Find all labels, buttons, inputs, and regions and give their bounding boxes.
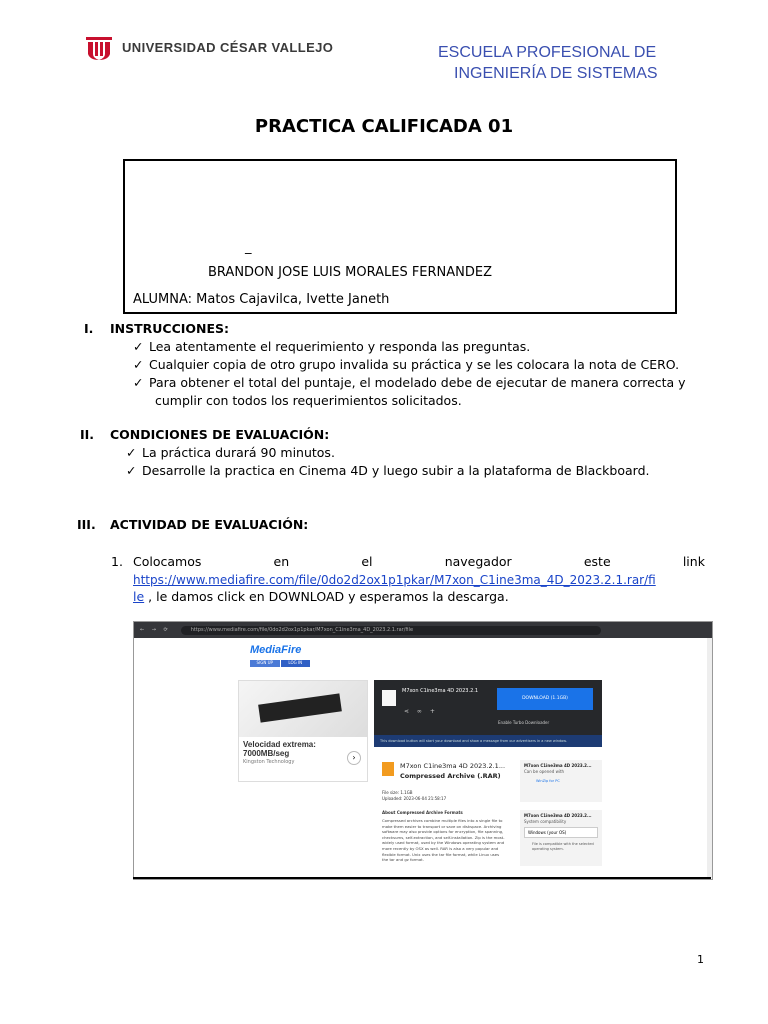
section-3-number: III. xyxy=(77,517,96,532)
page-title: PRACTICA CALIFICADA 01 xyxy=(254,116,514,137)
login-button[interactable]: LOG IN xyxy=(281,660,311,667)
step-1-number: 1. xyxy=(111,554,123,569)
archive-file-icon xyxy=(382,762,394,776)
side-card-open-with: M7xon C1ine3ma 4D 2023.2... Can be opened with WinZip for PC xyxy=(520,760,602,802)
file-size: File size: 1.1GB xyxy=(382,790,413,795)
list-item: ✓ Cualquier copia de otro grupo invalida su práctica y se les colocara la nota de CERO. xyxy=(133,357,680,372)
file-icon xyxy=(382,690,396,706)
ad-box[interactable] xyxy=(238,680,368,782)
mediafire-link[interactable]: https://www.mediafire.com/file/0do2d2ox1p1pkar/M7xon_C1ine3ma_4D_2023.2.1.rar/fi xyxy=(133,573,656,587)
browser-nav-icons: ← → ⟳ xyxy=(140,627,171,633)
alumna-line xyxy=(133,292,389,307)
download-button[interactable]: DOWNLOAD (1.1GB) xyxy=(497,688,593,710)
turbo-toggle-label[interactable]: Enable Turbo Downloader xyxy=(498,720,550,725)
section-3-title: ACTIVIDAD DE EVALUACIÓN: xyxy=(110,517,309,532)
compatibility-note: File is compatible with the selected operating system. xyxy=(532,842,594,851)
section-2-list xyxy=(126,444,706,480)
school-line-1: ESCUELA PROFESIONAL DE xyxy=(438,44,657,61)
file-title: M7xon C1ine3ma 4D 2023.2.1 xyxy=(402,688,479,694)
step-1-line-3: le , le damos click en DOWNLOAD y esperamos la descarga. xyxy=(133,589,509,604)
student-name: BRANDON JOSE LUIS MORALES FERNANDEZ xyxy=(208,265,493,280)
browser-url: https://www.mediafire.com/file/0do2d2ox1p1pkar/M7xon_C1ine3ma_4D_2023.2.1.rar/file xyxy=(181,626,601,635)
step-1-line-1: Colocamos en el navegador este link xyxy=(133,554,705,569)
section-1-list xyxy=(133,338,713,410)
ad-image xyxy=(239,681,367,737)
about-text: Compressed archives combine multiple files into a single file to make them easier to transport or save on diskspace. Archiving software may also provide options for encryption, file spanning, checksums, self-extraction, and self-installation. Zip is the most-widely used format, used by the Windows operating system and more recently by OSX as well. RAR is also a very popular and flexible format. Unix uses the tar file format, while Linux uses the tar and gz format. xyxy=(382,818,505,863)
ad-brand: Kingston Technology xyxy=(243,759,295,765)
scrollbar[interactable] xyxy=(707,638,712,878)
about-title: About Compressed Archive Formats xyxy=(382,810,463,815)
screenshot-underline xyxy=(133,877,711,879)
school-name xyxy=(438,42,658,84)
checkmark-icon: ✓ xyxy=(133,357,144,372)
chevron-right-icon[interactable]: › xyxy=(347,751,361,765)
checkmark-icon: ✓ xyxy=(126,463,137,478)
ad-title: Velocidad extrema: xyxy=(243,740,316,749)
name-dash: _ xyxy=(245,240,252,255)
section-1-number: I. xyxy=(84,321,94,336)
university-logo-icon xyxy=(84,34,114,64)
checkmark-icon: ✓ xyxy=(133,339,144,354)
mediafire-link-continued[interactable]: le xyxy=(133,589,145,604)
signup-button[interactable]: SIGN UP xyxy=(250,660,280,667)
ssd-image-icon xyxy=(258,693,342,722)
university-name: UNIVERSIDAD CÉSAR VALLEJO xyxy=(122,40,334,55)
alumna-label: ALUMNA: xyxy=(133,292,192,307)
checkmark-icon: ✓ xyxy=(126,445,137,460)
page-number: 1 xyxy=(697,953,704,966)
mediafire-screenshot xyxy=(133,621,713,880)
share-icons[interactable]: ⋖ ∞ + xyxy=(404,708,438,715)
checkmark-icon: ✓ xyxy=(133,375,144,390)
section-2-title: CONDICIONES DE EVALUACIÓN: xyxy=(110,427,330,442)
section-2-number: II. xyxy=(80,427,95,442)
file-uploaded: Uploaded: 2023-06-04 21:58:17 xyxy=(382,796,447,801)
list-item: ✓ La práctica durará 90 minutos. xyxy=(126,445,335,460)
student-info-box xyxy=(123,159,677,314)
file-name-large: M7xon C1ine3ma 4D 2023.2.1... xyxy=(400,762,506,770)
list-item: ✓ Desarrolle la practica en Cinema 4D y luego subir a la plataforma de Blackboard. xyxy=(126,463,650,478)
download-notice: This download button will start your download and show a message from our advertisers in a new window. xyxy=(374,735,602,747)
list-item: cumplir con todos los requerimientos solicitados. xyxy=(155,393,462,408)
mediafire-logo: MediaFire xyxy=(250,644,302,656)
download-panel xyxy=(374,680,602,747)
list-item: ✓ Para obtener el total del puntaje, el modelado debe de ejecutar de manera correcta y xyxy=(133,375,686,390)
list-item: ✓ Lea atentamente el requerimiento y responda las preguntas. xyxy=(133,339,531,354)
os-select[interactable]: Windows (your OS) xyxy=(524,827,598,838)
step-1-line-2 xyxy=(133,571,713,589)
side-card-compatibility: M7xon C1ine3ma 4D 2023.2... System compatibility Windows (your OS) File is compatible with the selected operating system. xyxy=(520,810,602,866)
file-type: Compressed Archive (.RAR) xyxy=(400,772,501,780)
school-line-2: INGENIERÍA DE SISTEMAS xyxy=(454,65,658,82)
browser-address-bar xyxy=(134,622,712,638)
ad-subtitle: 7000MB/seg xyxy=(243,749,290,758)
alumna-name: Matos Cajavilca, Ivette Janeth xyxy=(196,292,390,307)
winzip-link[interactable]: WinZip for PC xyxy=(536,779,560,783)
section-1-title: INSTRUCCIONES: xyxy=(110,321,230,336)
